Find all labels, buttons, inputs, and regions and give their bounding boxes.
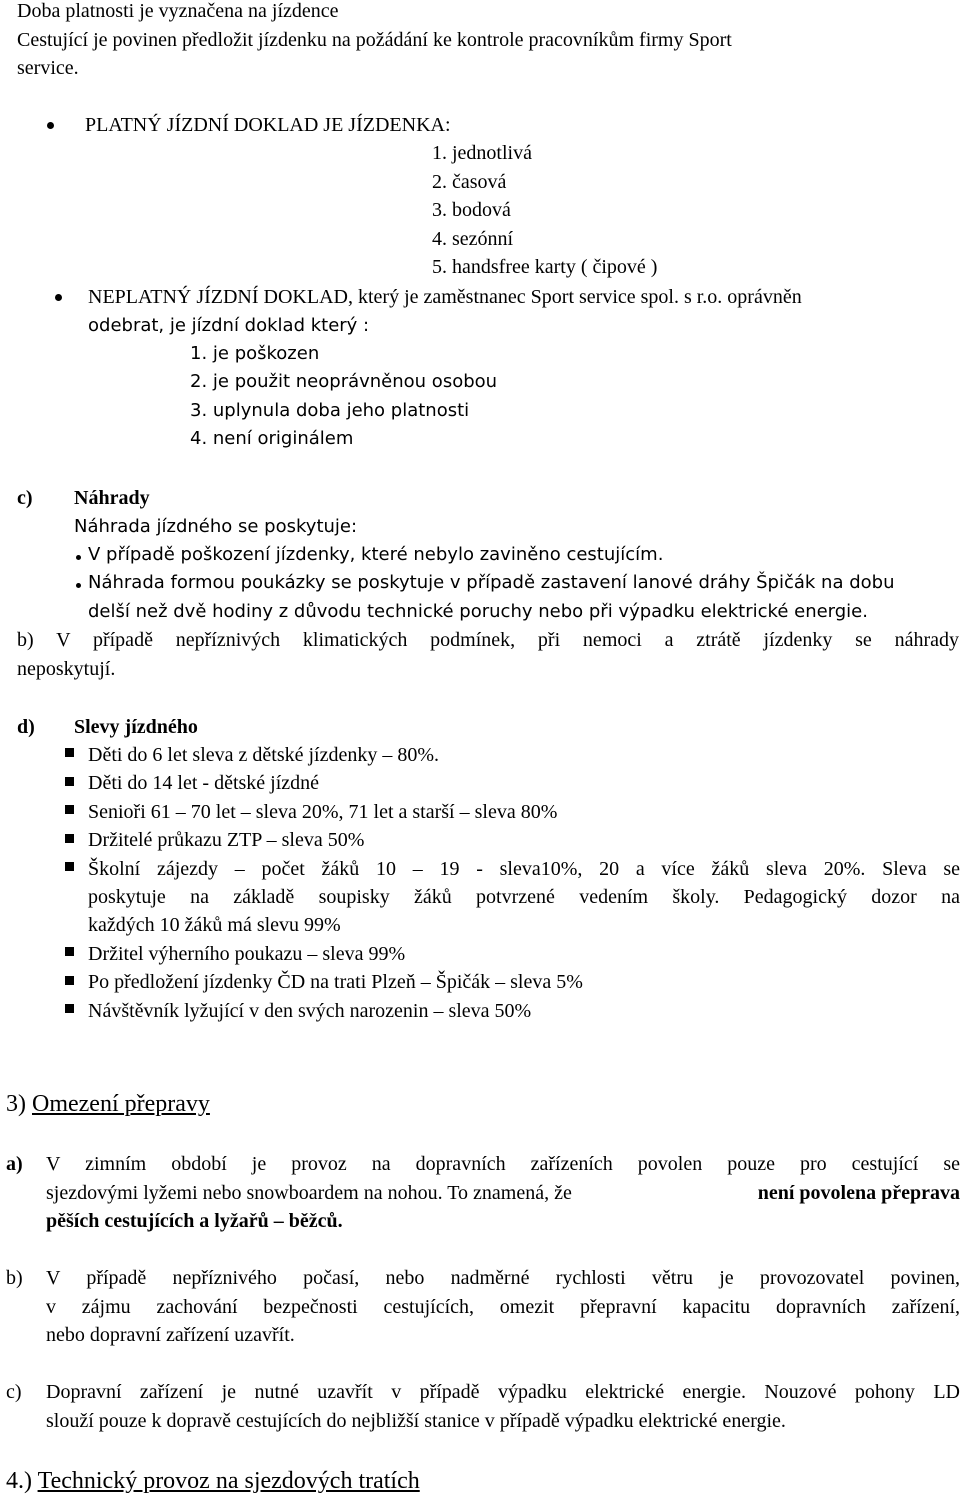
section-4-title-text: Technický provoz na sjezdových tratích bbox=[37, 1468, 420, 1494]
refund-condition-1: V případě poškození jízdenky, které nebylo zaviněno cestujícím. bbox=[88, 544, 664, 565]
invalid-ticket-item: 3. uplynula doba jeho platnosti bbox=[190, 400, 470, 421]
section-3-a-line-2-text: sjezdovými lyžemi nebo snowboardem na nohou. To znamená, že bbox=[46, 1182, 572, 1204]
section-4-number: 4.) bbox=[6, 1468, 32, 1494]
invalid-ticket-item: 2. je použit neoprávněnou osobou bbox=[190, 371, 498, 392]
section-3-b-line-3: nebo dopravní zařízení uzavřít. bbox=[46, 1324, 295, 1346]
discount-item: Školní zájezdy – počet žáků 10 – 19 - sleva10%, 20 a více žáků sleva 20%. Sleva se bbox=[88, 858, 960, 880]
valid-ticket-heading: PLATNÝ JÍZDNÍ DOKLAD JE JÍZDENKA: bbox=[85, 114, 451, 136]
section-c-label: c) bbox=[17, 487, 33, 509]
invalid-ticket-item: 1. je poškozen bbox=[190, 343, 320, 364]
section-3-c-line-1: Dopravní zařízení je nutné uzavřít v případě výpadku elektrické energie. Nouzové pohony LD bbox=[46, 1381, 960, 1403]
discount-item: Děti do 14 let - dětské jízdné bbox=[88, 772, 320, 794]
refund-condition-2-line-1: Náhrada formou poukázky se poskytuje v případě zastavení lanové dráhy Špičák na dobu bbox=[88, 572, 895, 593]
discount-item: Děti do 6 let sleva z dětské jízdenky – 80%. bbox=[88, 744, 440, 766]
section-3-title bbox=[6, 1092, 210, 1116]
section-3-b-line-2: v zájmu zachování bezpečnosti cestujících, omezit přepravní kapacitu dopravních zařízení, bbox=[46, 1296, 960, 1318]
invalid-ticket-line-1: NEPLATNÝ JÍZDNÍ DOKLAD, který je zaměstnanec Sport service spol. s r.o. oprávněn bbox=[88, 286, 802, 308]
square-bullet bbox=[65, 748, 74, 757]
refund-condition-2-line-2: delší než dvě hodiny z důvodu technické poruchy nebo při výpadku elektrické energie. bbox=[88, 601, 868, 622]
refund-exclusion-line-2: neposkytují. bbox=[17, 658, 116, 680]
section-3-b-label: b) bbox=[6, 1267, 23, 1289]
bullet-dot bbox=[47, 122, 54, 129]
discount-item: Senioři 61 – 70 let – sleva 20%, 71 let a starší – sleva 80% bbox=[88, 801, 558, 823]
discount-item: Po předložení jízdenky ČD na trati Plzeň – Špičák – sleva 5% bbox=[88, 971, 583, 993]
invalid-ticket-item: 4. není originálem bbox=[190, 428, 354, 449]
valid-ticket-item: 5. handsfree karty ( čipové ) bbox=[432, 256, 658, 278]
discount-item: Držitel výherního poukazu – sleva 99% bbox=[88, 943, 406, 965]
section-3-a-line-1: V zimním období je provoz na dopravních zařízeních povolen pouze pro cestující se bbox=[46, 1153, 960, 1175]
valid-ticket-item: 2. časová bbox=[432, 171, 507, 193]
valid-ticket-item: 3. bodová bbox=[432, 199, 511, 221]
square-bullet bbox=[65, 1004, 74, 1013]
section-3-title-text: Omezení přepravy bbox=[32, 1091, 210, 1117]
bullet-dot bbox=[55, 294, 62, 301]
section-d-heading: Slevy jízdného bbox=[74, 716, 198, 738]
square-bullet bbox=[65, 947, 74, 956]
section-3-c-label: c) bbox=[6, 1381, 22, 1403]
square-bullet bbox=[65, 976, 74, 985]
discount-item: Držitelé průkazu ZTP – sleva 50% bbox=[88, 829, 365, 851]
discount-item-continuation: poskytuje na základě soupisky žáků potvrzené vedením školy. Pedagogický dozor na bbox=[88, 886, 960, 908]
bullet-dot bbox=[76, 555, 81, 560]
section-3-c-line-2: slouží pouze k dopravě cestujících do nejbližší stanice v případě výpadku elektrické energie. bbox=[46, 1410, 786, 1432]
valid-ticket-item: 1. jednotlivá bbox=[432, 142, 532, 164]
section-c-intro: Náhrada jízdného se poskytuje: bbox=[74, 516, 358, 537]
section-3-a-label: a) bbox=[6, 1153, 23, 1175]
intro-line-3: service. bbox=[17, 57, 79, 79]
invalid-ticket-line-2: odebrat, je jízdní doklad který : bbox=[88, 315, 370, 336]
square-bullet bbox=[65, 777, 74, 786]
section-3-b-line-1: V případě nepříznivého počasí, nebo nadměrné rychlosti větru je provozovatel povinen, bbox=[46, 1267, 960, 1289]
intro-line-1: Doba platnosti je vyznačena na jízdence bbox=[17, 0, 339, 22]
section-c-heading: Náhrady bbox=[74, 487, 150, 509]
section-4-title bbox=[6, 1469, 420, 1493]
intro-line-2: Cestující je povinen předložit jízdenku na požádání ke kontrole pracovníkům firmy Sport bbox=[17, 29, 732, 51]
section-3-a-line-3: pěších cestujících a lyžařů – běžců. bbox=[46, 1210, 343, 1232]
square-bullet bbox=[65, 862, 74, 871]
discount-item: Návštěvník lyžující v den svých narozenin – sleva 50% bbox=[88, 1000, 532, 1022]
section-3-a-line-2 bbox=[46, 1181, 960, 1205]
square-bullet bbox=[65, 834, 74, 843]
section-3-a-line-2-emphasis: není povolena přeprava bbox=[757, 1182, 960, 1204]
discount-item-continuation: každých 10 žáků má slevu 99% bbox=[88, 914, 341, 936]
section-3-number: 3) bbox=[6, 1091, 26, 1117]
section-d-label: d) bbox=[17, 716, 35, 738]
valid-ticket-item: 4. sezónní bbox=[432, 228, 514, 250]
bullet-dot bbox=[76, 583, 81, 588]
square-bullet bbox=[65, 805, 74, 814]
refund-exclusion-line-1: b) V případě nepříznivých klimatických podmínek, při nemoci a ztrátě jízdenky se náhrady bbox=[17, 629, 959, 651]
